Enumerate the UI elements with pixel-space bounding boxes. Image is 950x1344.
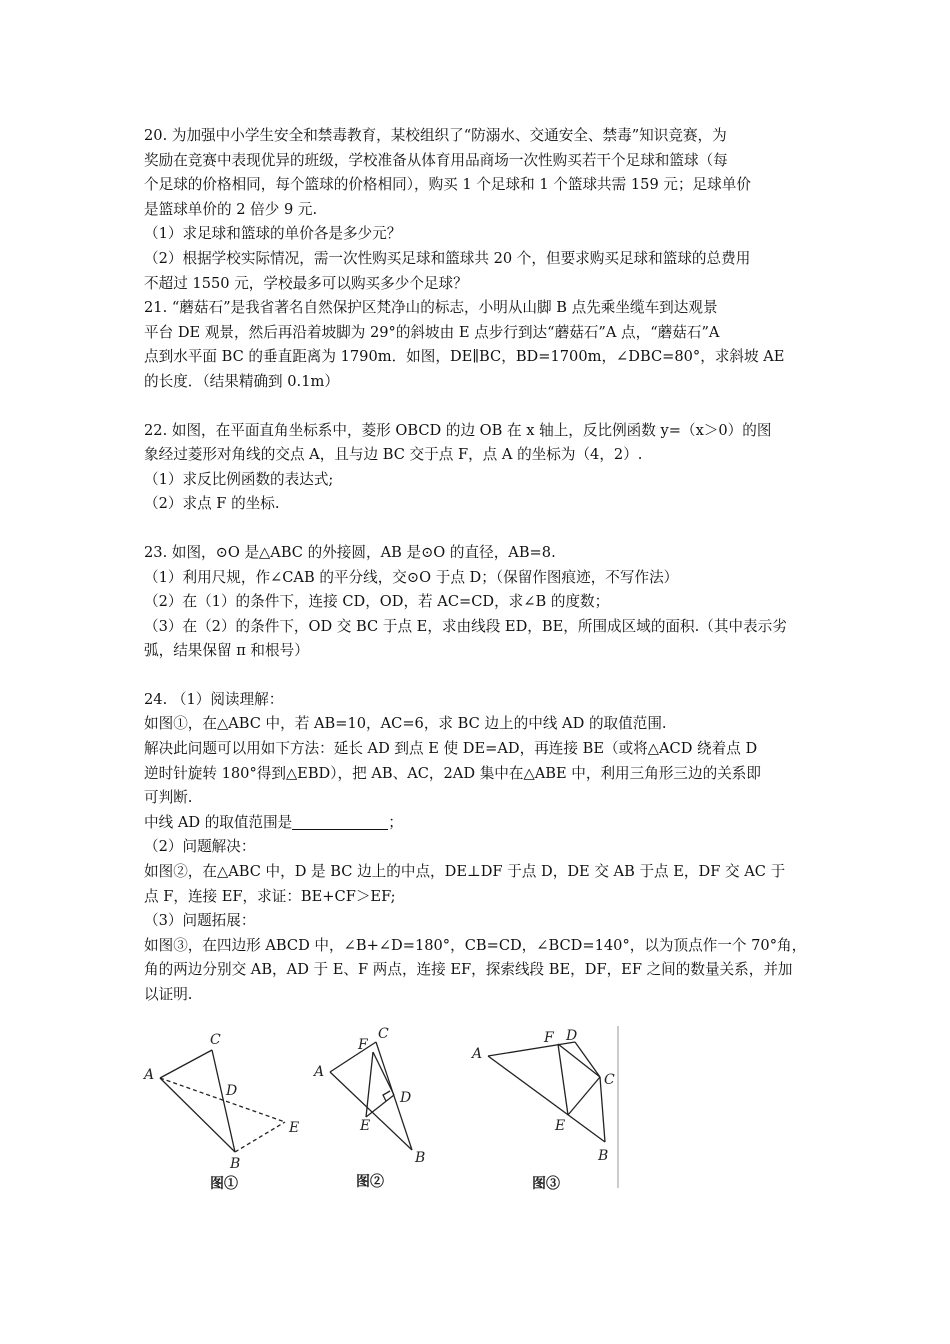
q23-line: （1）利用尺规，作∠CAB 的平分线，交⊙O 于点 D；（保留作图痕迹，不写作法） — [144, 568, 679, 586]
q24-line: 可判断. — [144, 789, 193, 807]
segment-BE-dashed — [235, 1122, 285, 1152]
q20-line: 是篮球单价的 2 倍少 9 元. — [144, 200, 318, 218]
fig1-caption: 图① — [210, 1176, 238, 1192]
fig1-label-B: B — [230, 1156, 241, 1172]
segment-AB — [160, 1078, 238, 1152]
geometry-figures — [140, 1022, 630, 1197]
fig2-caption: 图② — [356, 1174, 384, 1190]
fig3-label-B: B — [598, 1148, 609, 1164]
segment-EF — [366, 1052, 373, 1117]
fig1-label-E: E — [289, 1120, 300, 1136]
figure-1 — [160, 1050, 285, 1152]
exam-page — [144, 124, 810, 1008]
fig1-label-D: D — [226, 1083, 238, 1099]
q21-line: 点到水平面 BC 的垂直距离为 1790m．如图，DE∥BC，BD=1700m，∠DBC=80°，求斜坡 AE — [144, 348, 785, 366]
q22-line: 象经过菱形对角线的交点 A，且与边 BC 交于点 F，点 A 的坐标为（4，2）. — [144, 446, 643, 464]
answer-blank[interactable] — [292, 813, 388, 830]
q20-line: 20. 为加强中小学生安全和禁毒教育，某校组织了“防溺水、交通安全、禁毒”知识竞赛，为 — [144, 127, 727, 144]
segment-FE — [558, 1044, 568, 1115]
fig2-label-E: E — [360, 1118, 371, 1134]
fig2-label-D: D — [400, 1090, 412, 1106]
q24-line: （3）问题拓展： — [144, 912, 256, 930]
q21-line: 的长度．（结果精确到 0.1m） — [144, 372, 339, 390]
figures-svg — [140, 1022, 630, 1197]
q24-median-line — [144, 811, 810, 836]
q21-line: 平台 DE 观景，然后再沿着坡脚为 29°的斜坡由 E 点步行到达“蘑菇石”A 点，“蘑菇石”A — [144, 323, 720, 341]
q24-line: （2）问题解决： — [144, 838, 256, 856]
q22-line: （2）求点 F 的坐标. — [144, 495, 280, 513]
q24-line: 解决此问题可以用如下方法：延长 AD 到点 E 使 DE=AD，再连接 BE（或将△ACD 绕着点 D — [144, 740, 758, 758]
fig1-label-C: C — [210, 1032, 221, 1048]
q23-line: 弧，结果保留 π 和根号） — [144, 642, 309, 660]
question-22 — [144, 419, 810, 517]
segment-AB — [330, 1072, 412, 1150]
q24-line: 以证明. — [144, 986, 193, 1003]
fig2-label-F: F — [358, 1037, 368, 1053]
q23-line: （2）在（1）的条件下，连接 CD，OD，若 AC=CD，求∠B 的度数； — [144, 593, 610, 611]
q24-line: 点 F，连接 EF，求证：BE+CF＞EF; — [144, 887, 396, 905]
fig3-label-A: A — [472, 1046, 483, 1062]
q24-line: 角的两边分别交 AB，AD 于 E、F 两点，连接 EF，探索线段 BE，DF，EF 之间的数量关系，并加 — [144, 961, 793, 979]
fig3-label-C: C — [604, 1072, 615, 1088]
q24-line: 如图①，在△ABC 中，若 AB=10，AC=6，求 BC 边上的中线 AD 的取值范围. — [144, 715, 667, 733]
segment-FD — [373, 1052, 394, 1095]
q20-line: 不超过 1550 元，学校最多可以购买多少个足球？ — [144, 274, 468, 292]
q22-line: （1）求反比例函数的表达式; — [144, 470, 334, 488]
q23-line: 23. 如图，⊙O 是△ABC 的外接圆，AB 是⊙O 的直径，AB=8. — [144, 543, 556, 561]
q24-line: 24. （1）阅读理解： — [144, 690, 284, 708]
fig1-label-A: A — [144, 1067, 155, 1083]
segment-AD — [488, 1042, 575, 1056]
median-suffix: ； — [388, 813, 403, 831]
segment-FC — [558, 1044, 600, 1077]
q21-line: 21. “蘑菇石”是我省著名自然保护区梵净山的标志，小明从山脚 B 点先乘坐缆车到达观景 — [144, 299, 718, 317]
q22-line: 22. 如图，在平面直角坐标系中，菱形 OBCD 的边 OB 在 x 轴上，反比例函数 y=（x＞0）的图 — [144, 421, 772, 439]
segment-AB — [488, 1056, 605, 1142]
q20-line: 奖励在竞赛中表现优异的班级，学校准备从体育用品商场一次性购买若干个足球和篮球（每 — [144, 151, 728, 169]
segment-ED — [366, 1095, 394, 1117]
segment-AC — [330, 1042, 376, 1072]
q20-line: 个足球的价格相同，每个篮球的价格相同），购买 1 个足球和 1 个篮球共需 159 元；足球单价 — [144, 176, 751, 194]
q24-line: 如图②，在△ABC 中，D 是 BC 边上的中点，DE⊥DF 于点 D，DE 交 AB 于点 E，DF 交 AC 于 — [144, 863, 786, 881]
question-21 — [144, 296, 810, 394]
fig3-caption: 图③ — [532, 1176, 560, 1192]
q20-line: （1）求足球和篮球的单价各是多少元？ — [144, 225, 402, 243]
fig3-label-D: D — [566, 1028, 578, 1044]
segment-AE-dashed — [160, 1078, 285, 1122]
segment-CB — [212, 1050, 238, 1152]
median-prompt: 中线 AD 的取值范围是 — [144, 813, 293, 831]
question-20 — [144, 124, 810, 296]
fig3-label-E: E — [555, 1118, 566, 1134]
q23-line: （3）在（2）的条件下，OD 交 BC 于点 E，求由线段 ED，BE，所围成区域的面积.（其中表示劣 — [144, 617, 787, 635]
segment-AC — [160, 1050, 212, 1078]
segment-EC — [568, 1077, 600, 1115]
fig3-label-F: F — [544, 1030, 554, 1046]
fig2-label-C: C — [378, 1026, 389, 1042]
fig2-label-B: B — [415, 1150, 426, 1166]
q20-line: （2）根据学校实际情况，需一次性购买足球和篮球共 20 个，但要求购买足球和篮球的总费用 — [144, 249, 751, 267]
q24-line: 逆时针旋转 180°得到△EBD），把 AB、AC，2AD 集中在△ABE 中，利用三角形三边的关系即 — [144, 764, 761, 782]
question-24 — [144, 688, 810, 1008]
fig2-label-A: A — [314, 1064, 325, 1080]
q24-line: 如图③，在四边形 ABCD 中，∠B+∠D=180°，CB=CD，∠BCD=140°，以为顶点作一个 70°角， — [144, 936, 807, 954]
question-23 — [144, 541, 810, 664]
